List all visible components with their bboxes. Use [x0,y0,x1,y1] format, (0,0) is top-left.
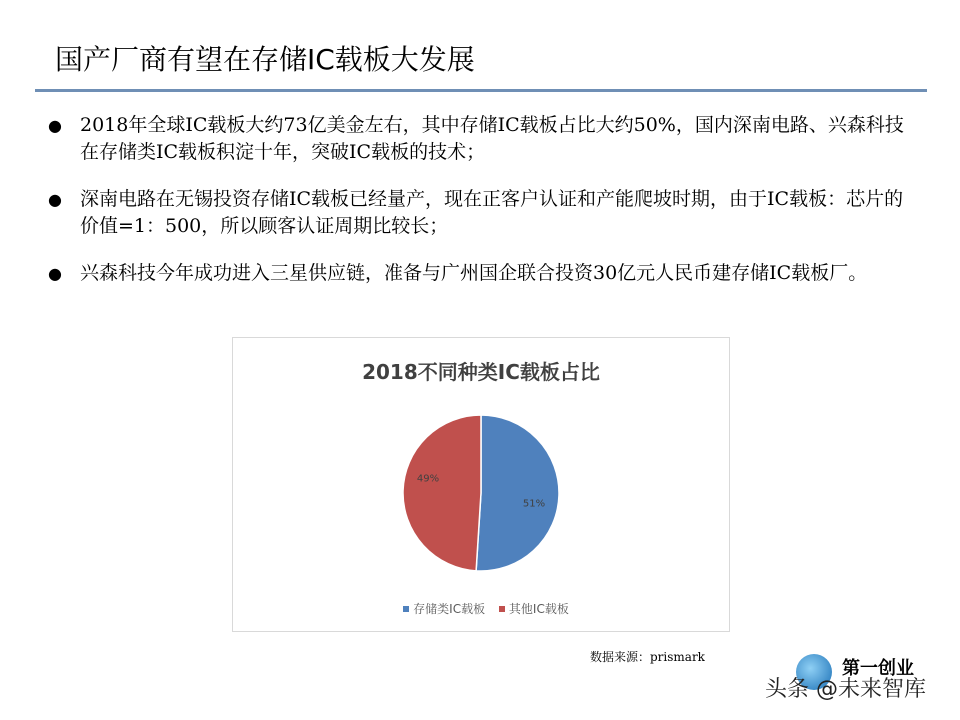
legend-label: 其他IC载板 [508,602,569,616]
bullet-item [48,112,908,166]
data-source: 数据来源：prismark [590,650,705,664]
bullet-text: 兴森科技今年成功进入三星供应链，准备与广州国企联合投资30亿元人民币建存储IC载板厂。 [80,262,868,284]
legend-label: 存储类IC载板 [413,602,486,616]
legend-swatch-storage [403,606,409,612]
pie-slice [476,415,559,571]
pie-slice [403,415,481,571]
bullet-item [48,186,908,240]
bullet-icon: ● [48,264,62,283]
data-label: 49% [416,473,440,485]
legend-swatch-other [499,606,505,612]
watermark: 头条 @未来智库 [765,677,926,702]
bullet-icon: ● [48,116,62,135]
slide-title: 国产厂商有望在存储IC载板大发展 [55,43,475,76]
chart-title: 2018不同种类IC载板占比 [362,360,600,384]
bullet-text: 2018年全球IC载板大约73亿美金左右，其中存储IC载板占比大约50%，国内深南电路、兴森科技在存储类IC载板积淀十年，突破IC载板的技术； [80,114,904,163]
bullet-item [48,260,908,287]
title-divider [35,89,927,92]
pie-svg [233,338,729,631]
bullet-text: 深南电路在无锡投资存储IC载板已经量产，现在正客户认证和产能爬坡时期，由于IC载板：芯片的价值=1：500，所以顾客认证周期比较长； [80,188,904,237]
data-label: 51% [522,498,546,510]
pie-chart [232,337,730,632]
bullet-list [48,112,908,307]
bullet-icon: ● [48,190,62,209]
logo-text: 第一创业 [842,658,914,679]
chart-legend [233,600,729,617]
